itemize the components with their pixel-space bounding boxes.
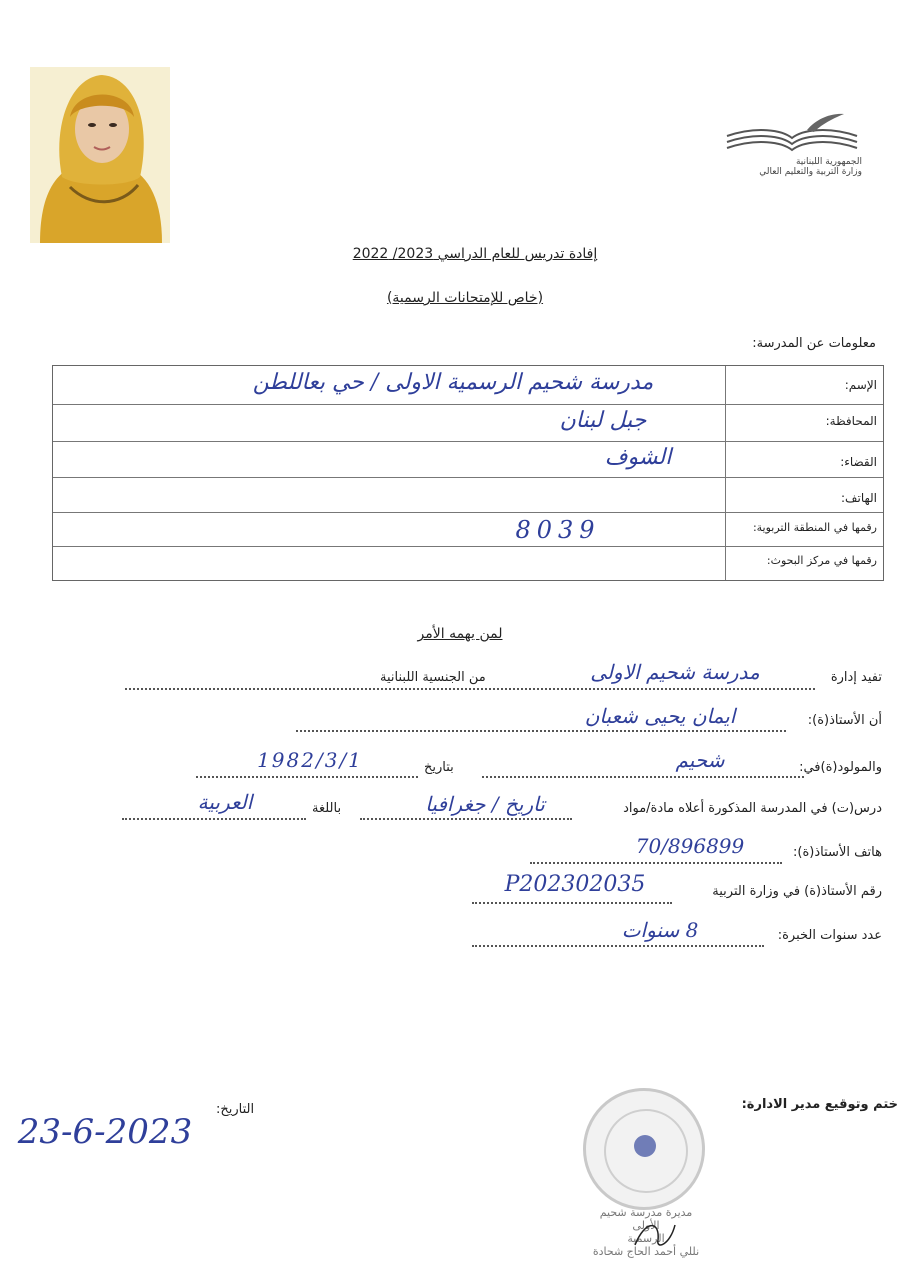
concern-heading: لمن يهمه الأمر	[417, 626, 503, 642]
document-title: إفادة تدريس للعام الدراسي 2023/ 2022	[352, 246, 598, 262]
stamp-line-3: نللي أحمد الحاج شحادة	[592, 1245, 700, 1258]
line4-label: درس(ت) في المدرسة المذكورة أعلاه مادة/مواد	[623, 801, 882, 816]
principal-signature	[630, 1215, 680, 1255]
line1-label: تفيد إدارة	[830, 670, 882, 685]
row-label: الهاتف:	[841, 491, 877, 505]
birthplace-value: شحيم	[675, 748, 725, 772]
row-label: الإسم:	[844, 378, 877, 392]
date-value: 23-6-2023	[17, 1112, 193, 1152]
date-label: التاريخ:	[216, 1102, 255, 1117]
line1-suffix: من الجنسية اللبنانية	[380, 670, 486, 685]
row-label: المحافظة:	[825, 414, 877, 428]
row-label: رقمها في مركز البحوث:	[766, 554, 877, 567]
table-row	[53, 366, 883, 405]
subjects-value: تاريخ / جغرافيا	[425, 792, 545, 816]
stamp-line-2: الرسمية	[627, 1232, 665, 1245]
line7-label: عدد سنوات الخبرة:	[777, 928, 882, 943]
school-admin-value: مدرسة شحيم الاولى	[590, 660, 760, 684]
row-label: القضاء:	[840, 455, 877, 469]
line5-label: هاتف الأستاذ(ة):	[793, 845, 882, 860]
ministry-number-value: P202302035	[504, 872, 646, 897]
birthdate-value: 1982/3/1	[257, 748, 363, 772]
governorate-value: جبل لبنان	[559, 408, 647, 433]
teacher-name-value: ايمان يحيى شعبان	[584, 704, 736, 728]
logo-line-1: الجمهورية اللبنانية	[795, 157, 862, 167]
school-info-heading: معلومات عن المدرسة:	[752, 336, 876, 351]
table-row	[53, 512, 883, 547]
line3-date-label: بتاريخ	[424, 760, 454, 775]
line3-label: والمولود(ة)في:	[799, 760, 882, 775]
district-value: الشوف	[604, 445, 672, 470]
row-label: رقمها في المنطقة التربوية:	[752, 521, 877, 534]
stamp-line-1: مديرة مدرسة شحيم الأولى	[599, 1206, 693, 1232]
line4-lang-label: باللغة	[312, 801, 342, 816]
school-name-value: مدرسة شحيم الرسمية الاولى / حي بعاللطن	[252, 370, 654, 395]
book-icon	[722, 108, 862, 153]
school-stamp	[583, 1088, 705, 1210]
signature-label: ختم وتوقيع مدير الادارة:	[741, 1097, 898, 1112]
line2-label: أن الأستاذ(ة):	[807, 713, 882, 728]
ministry-logo	[722, 108, 862, 188]
teacher-photo	[30, 67, 170, 243]
school-info-table	[52, 365, 884, 581]
table-row	[53, 441, 883, 478]
line6-label: رقم الأستاذ(ة) في وزارة التربية	[712, 884, 882, 899]
logo-line-2: وزارة التربية والتعليم العالي	[759, 167, 862, 177]
experience-value: 8 سنوات	[621, 918, 699, 942]
table-row	[53, 404, 883, 442]
teacher-phone-value: 70/896899	[635, 834, 745, 858]
regional-number-value: 8039	[515, 516, 601, 544]
table-row	[53, 477, 883, 513]
table-row	[53, 546, 883, 580]
document-subtitle: (خاص للإمتحانات الرسمية)	[386, 290, 544, 306]
language-value: العربية	[197, 790, 253, 814]
